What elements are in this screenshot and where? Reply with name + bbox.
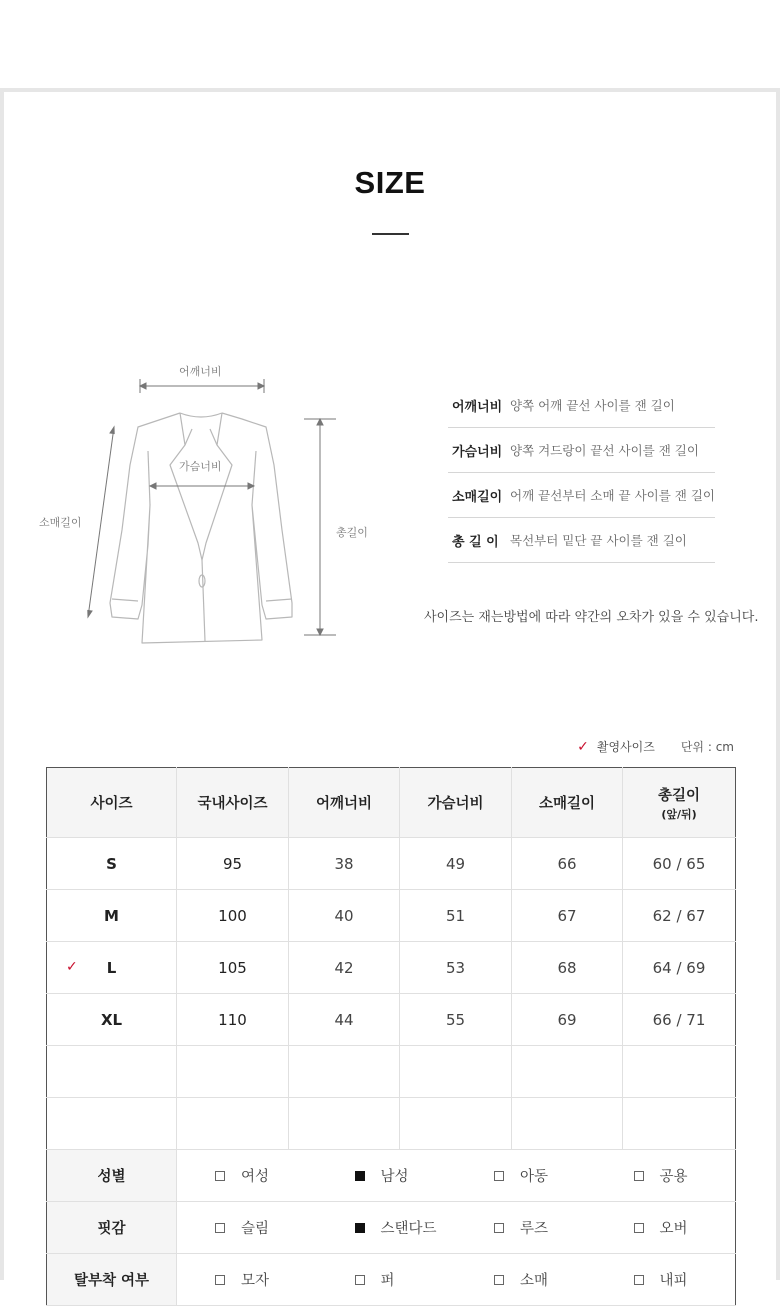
option-text: 퍼 (380, 1273, 395, 1289)
option-text: 루즈 (520, 1221, 549, 1237)
option-text: 여성 (241, 1169, 270, 1185)
table-row (47, 942, 736, 994)
unchecked-box-icon (634, 1223, 644, 1233)
option-label: 핏감 (47, 1202, 177, 1254)
cell-text: M (104, 906, 119, 925)
option-checkbox[interactable] (317, 1165, 457, 1186)
table-header: 가슴너비 (400, 768, 512, 838)
chest-width-label: 가슴너비 (179, 460, 222, 473)
definition-row (448, 518, 715, 563)
cell-text: 66 / 71 (652, 1010, 706, 1029)
table-row (47, 994, 736, 1046)
jacket-illustration (30, 355, 380, 655)
table-header-text: 총길이 (657, 787, 701, 804)
option-checkbox[interactable] (456, 1217, 596, 1238)
cell-text: 66 (557, 854, 577, 873)
definition-desc: 목선부터 밑단 끝 사이를 잰 길이 (510, 533, 687, 548)
option-values (177, 1202, 736, 1254)
photo-size-label: 촬영사이즈 (596, 740, 655, 754)
option-checkbox[interactable] (317, 1269, 457, 1290)
empty-row (47, 1098, 736, 1150)
option-label: 성별 (47, 1150, 177, 1202)
cell-text: 60 / 65 (652, 854, 706, 873)
check-icon: ✓ (66, 958, 78, 975)
unchecked-box-icon (355, 1275, 365, 1285)
cell-text: 55 (445, 1010, 466, 1029)
cell-size (47, 942, 177, 994)
definition-row (448, 383, 715, 428)
cell-sleeve (512, 994, 623, 1046)
option-checkbox[interactable] (456, 1165, 596, 1186)
cell-text: 38 (334, 854, 354, 873)
size-table (46, 767, 736, 1306)
definition-term: 소매길이 (452, 489, 503, 505)
option-text: 아동 (520, 1169, 549, 1185)
unchecked-box-icon (494, 1275, 504, 1285)
table-header-length (623, 768, 736, 838)
option-checkbox[interactable] (317, 1217, 457, 1238)
cell-text: 105 (218, 958, 247, 977)
page-title: SIZE (354, 165, 426, 200)
cell-text: 95 (222, 854, 243, 873)
unchecked-box-icon (215, 1275, 225, 1285)
definition-desc: 양쪽 어깨 끝선 사이를 잰 길이 (510, 398, 675, 413)
cell-text: 69 (557, 1010, 577, 1029)
cell-size (47, 994, 177, 1046)
empty-row (47, 1046, 736, 1098)
option-checkbox[interactable] (177, 1269, 317, 1290)
unit-label: 단위 : cm (680, 740, 734, 754)
option-checkbox[interactable] (456, 1269, 596, 1290)
definition-row (448, 428, 715, 473)
cell-chest (400, 838, 512, 890)
option-values (177, 1150, 736, 1202)
cell-text: 100 (218, 906, 247, 925)
definition-term: 가슴너비 (452, 444, 503, 460)
cell-size (47, 890, 177, 942)
cell-size (47, 838, 177, 890)
option-row (47, 1202, 736, 1254)
cell-sleeve (512, 838, 623, 890)
option-text: 내피 (659, 1273, 688, 1289)
option-checkbox[interactable] (596, 1217, 736, 1238)
table-row (47, 838, 736, 890)
option-checkbox[interactable] (596, 1165, 736, 1186)
table-header: 사이즈 (47, 768, 177, 838)
option-row (47, 1254, 736, 1306)
option-values (177, 1254, 736, 1306)
option-label: 탈부착 여부 (47, 1254, 177, 1306)
unchecked-box-icon (215, 1171, 225, 1181)
table-header: 소매길이 (512, 768, 623, 838)
option-text: 스탠다드 (380, 1221, 437, 1237)
option-row (47, 1150, 736, 1202)
section-divider (0, 88, 780, 92)
cell-text: 53 (445, 958, 466, 977)
frame-left (0, 92, 4, 1280)
cell-text: L (106, 958, 117, 977)
sleeve-length-label: 소매길이 (39, 516, 82, 529)
cell-text: 44 (334, 1010, 354, 1029)
definition-desc: 양쪽 겨드랑이 끝선 사이를 잰 길이 (510, 443, 699, 458)
cell-text: 51 (445, 906, 466, 925)
cell-text: 40 (334, 906, 354, 925)
cell-text: 42 (334, 958, 354, 977)
cell-text: 67 (557, 906, 577, 925)
checked-box-icon (355, 1223, 365, 1233)
definition-term: 어깨너비 (452, 399, 503, 415)
cell-shoulder (289, 838, 400, 890)
unchecked-box-icon (494, 1171, 504, 1181)
option-text: 모자 (241, 1273, 270, 1289)
cell-text: 64 / 69 (652, 958, 706, 977)
cell-text: S (106, 854, 117, 873)
unchecked-box-icon (494, 1223, 504, 1233)
cell-length (623, 994, 736, 1046)
option-text: 슬림 (241, 1221, 270, 1237)
cell-sleeve (512, 890, 623, 942)
cell-text: XL (100, 1010, 123, 1029)
table-header: 어깨너비 (289, 768, 400, 838)
checked-box-icon (355, 1171, 365, 1181)
cell-text: 110 (218, 1010, 247, 1029)
measurement-definitions (448, 383, 715, 563)
cell-chest (400, 890, 512, 942)
measurement-note: 사이즈는 재는방법에 따라 약간의 오차가 있을 수 있습니다. (424, 610, 759, 625)
table-header-row (47, 768, 736, 838)
cell-shoulder (289, 890, 400, 942)
definition-desc: 어깨 끝선부터 소매 끝 사이를 잰 길이 (510, 488, 715, 503)
total-length-label: 총길이 (336, 526, 368, 539)
cell-length (623, 890, 736, 942)
jacket-diagram (30, 355, 380, 655)
cell-kr (177, 942, 289, 994)
option-text: 오버 (659, 1221, 688, 1237)
unchecked-box-icon (634, 1275, 644, 1285)
cell-kr (177, 890, 289, 942)
cell-kr (177, 994, 289, 1046)
unchecked-box-icon (215, 1223, 225, 1233)
option-text: 남성 (380, 1169, 409, 1185)
unchecked-box-icon (634, 1171, 644, 1181)
table-header: 국내사이즈 (177, 768, 289, 838)
cell-text: 49 (445, 854, 466, 873)
cell-chest (400, 942, 512, 994)
cell-kr (177, 838, 289, 890)
option-checkbox[interactable] (596, 1269, 736, 1290)
option-text: 공용 (659, 1169, 688, 1185)
size-legend (577, 738, 734, 755)
option-text: 소매 (520, 1273, 549, 1289)
cell-length (623, 942, 736, 994)
cell-text: 68 (557, 958, 577, 977)
cell-sleeve (512, 942, 623, 994)
cell-text: 62 / 67 (652, 906, 706, 925)
frame-right (776, 92, 780, 1280)
definition-row (448, 473, 715, 518)
cell-shoulder (289, 994, 400, 1046)
title-underline (372, 233, 409, 235)
check-icon: ✓ (577, 738, 589, 755)
cell-shoulder (289, 942, 400, 994)
option-checkbox[interactable] (177, 1217, 317, 1238)
shoulder-width-label: 어깨너비 (179, 365, 222, 378)
top-strip (0, 0, 780, 90)
table-header-sub: (앞/뒤) (661, 807, 697, 821)
cell-chest (400, 994, 512, 1046)
cell-length (623, 838, 736, 890)
definition-term: 총 길 이 (452, 534, 499, 550)
table-row (47, 890, 736, 942)
option-checkbox[interactable] (177, 1165, 317, 1186)
